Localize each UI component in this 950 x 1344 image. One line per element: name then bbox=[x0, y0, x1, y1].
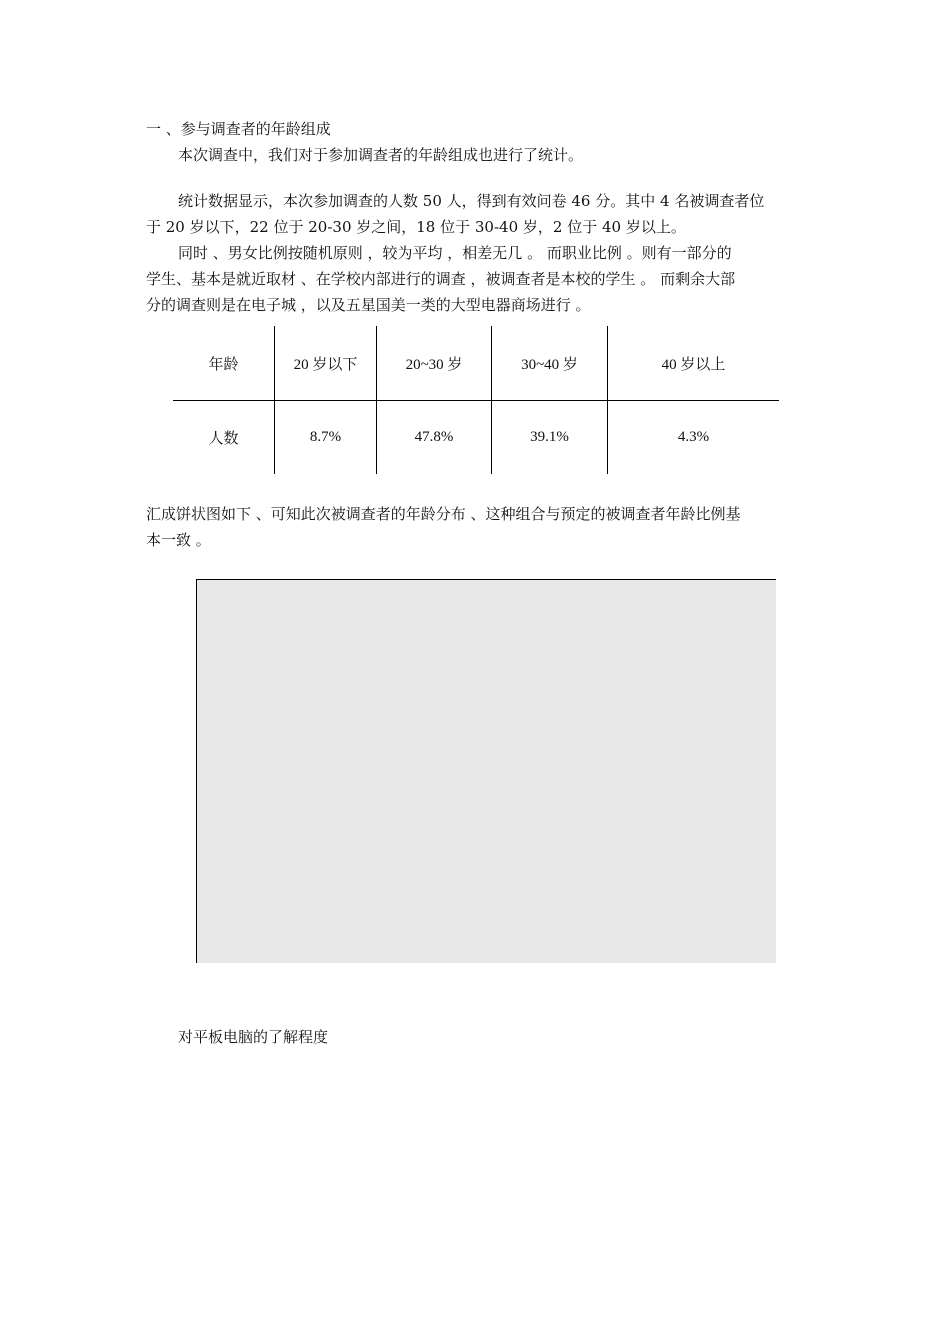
table-header-cell: 20~30 岁 bbox=[377, 326, 492, 401]
table-cell: 8.7% bbox=[275, 401, 377, 475]
table-cell: 39.1% bbox=[492, 401, 608, 475]
paragraph1-line2: 于 20 岁以下，22 位于 20-30 岁之间，18 位于 30-40 岁，2 位于 40 岁以上。 bbox=[146, 218, 686, 236]
intro-text: 本次调查中，我们对于参加调查者的年龄组成也进行了统计。 bbox=[178, 146, 584, 164]
table-header-cell: 20 岁以下 bbox=[275, 326, 377, 401]
table-header-cell: 30~40 岁 bbox=[492, 326, 608, 401]
section-heading: 一 、参与调查者的年龄组成 bbox=[146, 120, 331, 138]
paragraph2-line3: 分的调查则是在电子城 ，以及五星国美一类的大型电器商场进行 。 bbox=[146, 296, 591, 314]
paragraph2-line2: 学生、基本是就近取材 、在学校内部进行的调查 ，被调查者是本校的学生 。 而剩余大部 bbox=[146, 270, 736, 288]
table-cell: 4.3% bbox=[677, 429, 710, 445]
summary-line1: 汇成饼状图如下 、可知此次被调查者的年龄分布 、这种组合与预定的被调查者年龄比例基 bbox=[146, 505, 741, 523]
table-row bbox=[173, 401, 779, 475]
summary-line2: 本一致 。 bbox=[146, 531, 211, 549]
table-header-cell: 年龄 bbox=[173, 326, 275, 401]
table-header-row bbox=[173, 326, 779, 401]
table-cell: 47.8% bbox=[377, 401, 492, 475]
paragraph2-line1: 同时 、男女比例按随机原则 ，较为平均 ，相差无几 。 而职业比例 。则有一部分的 bbox=[178, 244, 732, 262]
table-cell: 人数 bbox=[173, 401, 275, 475]
pie-chart-placeholder bbox=[196, 579, 776, 963]
age-distribution-table bbox=[173, 326, 779, 474]
table-header-cell: 40 岁以上 bbox=[608, 326, 780, 401]
paragraph1-line1: 统计数据显示，本次参加调查的人数 50 人，得到有效问卷 46 分。其中 4 名被调查者位 bbox=[178, 192, 765, 210]
next-section-title: 对平板电脑的了解程度 bbox=[178, 1028, 329, 1046]
